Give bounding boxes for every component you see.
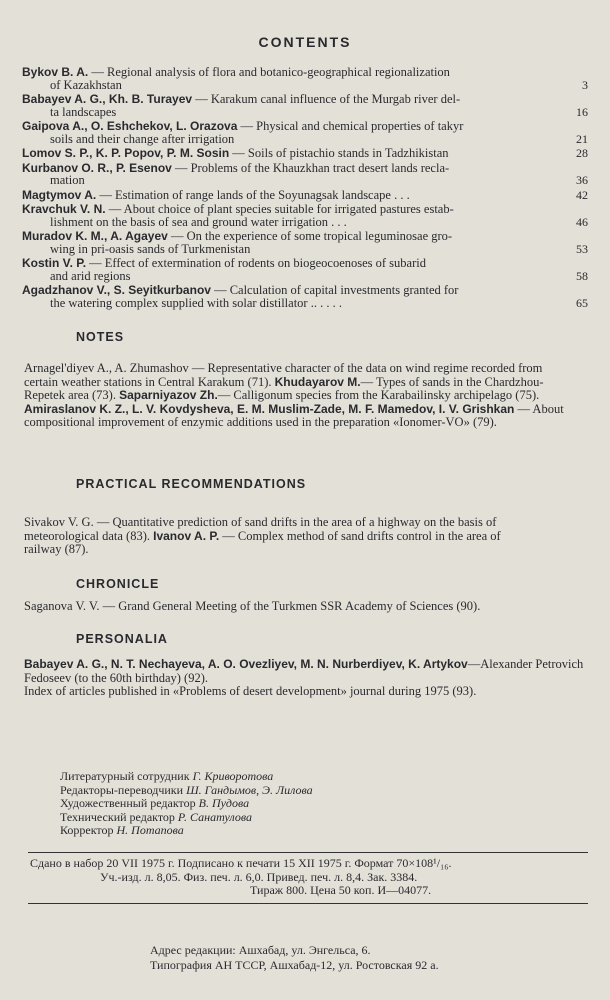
- notes-text: — About compositional improvement of enzymic additions used in the preparation «Ionomer-VO» (79).: [24, 401, 564, 429]
- toc-title: — Calculation of capital investments granted for: [214, 283, 459, 297]
- practical-text: — Quantitative prediction of sand drifts in the area of a highway on the basis of meteorological data (83).: [24, 515, 497, 543]
- toc-title-cont: ta landscapes: [50, 104, 117, 119]
- toc-entry: [22, 284, 588, 309]
- toc-authors: Lomov S. P., K. P. Popov, P. M. Sosin: [22, 146, 230, 160]
- practical-paragraph: [24, 516, 529, 557]
- credit-name: Ш. Гандымов, Э. Лилова: [186, 782, 313, 797]
- imprint-line: Тираж 800. Цена 50 коп. И—04077.: [250, 883, 432, 897]
- notes-author: Khudayarov M.: [274, 374, 361, 389]
- notes-text: — Types of sands in the Chardzhou-Repetek area (73).: [24, 374, 544, 402]
- toc-authors: Babayev A. G., Kh. B. Turayev: [22, 92, 193, 106]
- toc-title-cont: the watering complex supplied with solar distillator .. . . . .: [50, 295, 342, 310]
- divider-bottom: [28, 903, 588, 904]
- toc-entry: [22, 203, 588, 228]
- credit-role: Корректор: [60, 823, 114, 837]
- toc-authors: Kostin V. P.: [22, 256, 87, 270]
- toc-entry: [22, 162, 588, 187]
- toc-title-cont: soils and their change after irrigation: [50, 131, 235, 146]
- toc-page-number: 53: [576, 241, 588, 256]
- notes-author: Amiraslanov K. Z., L. V. Kovdysheva, E. M. Muslim-Zade, M. F. Mamedov, I. V. Grishkan: [24, 401, 515, 416]
- address-line: Адрес редакции: Ашхабад, ул. Энгельса, 6.: [150, 943, 371, 957]
- toc-page-number: 28: [576, 146, 588, 160]
- toc-title: — Problems of the Khauzkhan tract desert lands recla-: [174, 160, 450, 175]
- chronicle-paragraph: [24, 600, 544, 614]
- toc-page-number: 3: [582, 77, 588, 92]
- toc-authors: Kurbanov O. R., P. Esenov: [22, 160, 172, 175]
- credit-name: Г. Криворотова: [192, 769, 274, 783]
- toc-title: — Estimation of range lands of the Soyunagsak landscape . . .: [99, 187, 410, 202]
- credit-name: Н. Потапова: [116, 823, 184, 837]
- personalia-heading: PERSONALIA: [76, 632, 168, 646]
- toc-entry: [22, 257, 588, 282]
- practical-heading: PRACTICAL RECOMMENDATIONS: [76, 477, 307, 491]
- toc-title: — On the experience of some tropical leguminosae gro-: [170, 229, 453, 243]
- notes-text: — Representative character of the data on wind regime recorded from certain weather stations in Central Karakum (71).: [24, 361, 543, 389]
- notes-author: Saparniyazov Zh.: [119, 388, 218, 402]
- toc-authors: Agadzhanov V., S. Seyitkurbanov: [22, 283, 211, 297]
- notes-paragraph: [24, 362, 564, 430]
- toc-title-cont: of Kazakhstan: [50, 77, 122, 92]
- toc-page-number: 58: [576, 268, 588, 283]
- credit-role: Литературный сотрудник: [60, 769, 190, 783]
- toc-authors: Gaipova A., O. Eshchekov, L. Orazova: [22, 119, 238, 133]
- credit-line: [60, 797, 313, 811]
- chronicle-author: Saganova V. V.: [24, 599, 100, 613]
- toc-title: — Karakum canal influence of the Murgab river del-: [195, 92, 461, 106]
- credit-role: Редакторы-переводчики: [60, 782, 184, 797]
- toc-page-number: 36: [576, 173, 588, 187]
- toc-authors: Kravchuk V. N.: [22, 202, 106, 216]
- credit-name: В. Пудова: [198, 796, 250, 810]
- toc-title-cont: wing in pri-oasis sands of Turkmenistan: [50, 241, 251, 256]
- credit-line: [60, 811, 313, 825]
- notes-text: — Calligonum species from the Karabailinsky archipelago (75).: [217, 388, 540, 402]
- notes-author: Arnagel'diyev A., A. Zhumashov: [24, 361, 189, 375]
- credit-name: Р. Санатулова: [177, 809, 252, 824]
- toc-page-number: 21: [576, 131, 588, 146]
- address-block: [150, 943, 439, 972]
- toc-authors: Bykov B. A.: [22, 65, 89, 79]
- toc-entry: [22, 230, 588, 255]
- toc-entry: [22, 93, 588, 118]
- toc-page-number: 46: [576, 214, 588, 229]
- practical-author: Sivakov V. G.: [24, 515, 94, 529]
- notes-heading: NOTES: [76, 330, 125, 344]
- toc-entry: [22, 147, 588, 160]
- toc-title-cont: and arid regions: [50, 268, 131, 283]
- toc-title-cont: lishment on the basis of sea and ground water irrigation . . .: [50, 214, 347, 229]
- toc-title: — About choice of plant species suitable for irrigated pastures estab-: [108, 202, 454, 216]
- contents-heading: CONTENTS: [258, 34, 352, 50]
- toc-entry: [22, 189, 588, 202]
- toc-title: — Regional analysis of flora and botanico-geographical regionalization: [91, 65, 450, 79]
- chronicle-text: — Grand General Meeting of the Turkmen SSR Academy of Sciences (90).: [102, 599, 481, 613]
- credit-role: Технический редактор: [60, 809, 175, 824]
- toc-page-number: 65: [576, 295, 588, 310]
- toc-authors: Magtymov A.: [22, 187, 97, 202]
- practical-text: — Complex method of sand drifts control in the area of railway (87).: [24, 528, 501, 556]
- credit-line: [60, 770, 313, 784]
- toc-page-number: 16: [576, 104, 588, 119]
- toc-authors: Muradov K. M., A. Agayev: [22, 229, 168, 243]
- printer-line: Типография АН ТССР, Ашхабад-12, ул. Ростовская 92 а.: [150, 957, 439, 972]
- toc-title-cont: mation: [50, 173, 85, 187]
- imprint-line: Уч.-изд. л. 8,05. Физ. печ. л. 6,0. Привед. печ. л. 8,4. Зак. 3384.: [100, 869, 418, 884]
- personalia-paragraph: [24, 658, 589, 699]
- toc-entry: [22, 120, 588, 145]
- personalia-author: Babayev A. G., N. T. Nechayeva, A. O. Ovezliyev, M. N. Nurberdiyev, K. Artykov: [24, 657, 468, 671]
- credit-role: Художественный редактор: [60, 796, 196, 810]
- contents-list: [22, 66, 588, 311]
- personalia-text: —Alexander Petrovich Fedoseev (to the 60th birthday) (92).: [24, 657, 584, 685]
- imprint-block: [30, 857, 590, 898]
- credit-line: [60, 824, 313, 838]
- toc-page-number: 42: [576, 187, 588, 202]
- divider-top: [28, 852, 588, 853]
- imprint-line: Сдано в набор 20 VII 1975 г. Подписано к печати 15 XII 1975 г. Формат 70×108¹/₁₆.: [30, 856, 452, 870]
- toc-entry: [22, 66, 588, 91]
- toc-title: — Physical and chemical properties of takyr: [240, 119, 464, 133]
- personalia-index-text: Index of articles published in «Problems of desert development» journal during 1975 (93).: [24, 684, 477, 698]
- editorial-credits: [60, 770, 313, 838]
- chronicle-heading: CHRONICLE: [76, 577, 160, 591]
- practical-author: Ivanov A. P.: [153, 528, 220, 543]
- credit-line: [60, 784, 313, 798]
- toc-title: — Soils of pistachio stands in Tadzhikistan: [232, 146, 449, 160]
- toc-title: — Effect of extermination of rodents on biogeocoenoses of subarid: [89, 256, 426, 270]
